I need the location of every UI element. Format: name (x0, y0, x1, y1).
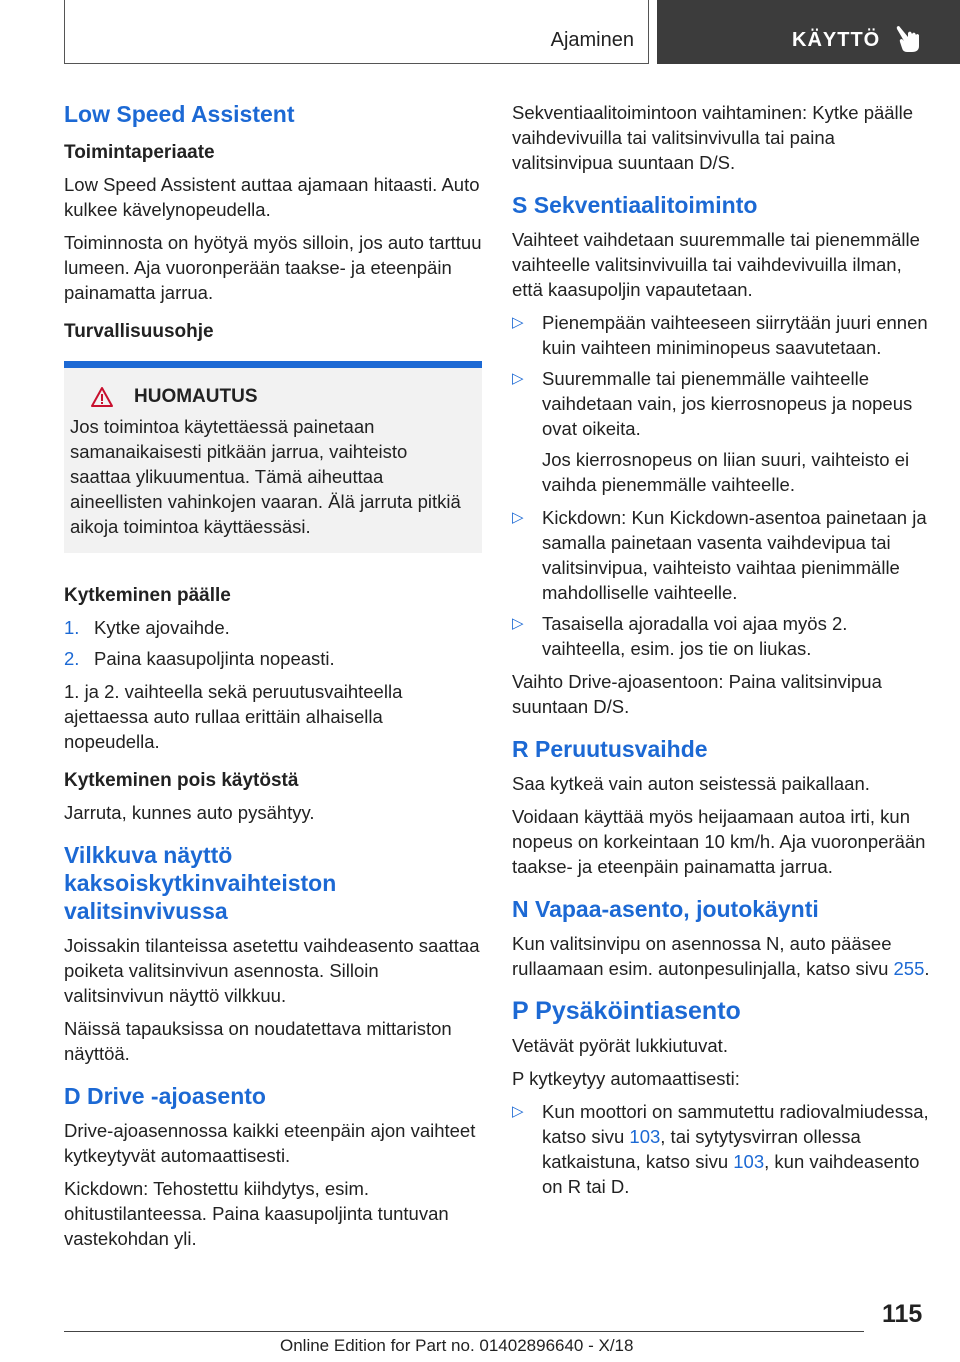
triangle-bullet-icon: ▷ (512, 615, 524, 632)
footer-divider (64, 1331, 864, 1332)
paragraph: Low Speed Assistent auttaa ajamaan hitaasti. Auto kulkee kävelynopeudella. (64, 174, 480, 220)
page-link[interactable]: 255 (893, 958, 925, 979)
left-column (64, 100, 482, 1259)
page-number: 115 (882, 1300, 923, 1328)
page-link[interactable]: 103 (629, 1126, 661, 1147)
section-title: S Sekventiaalitoiminto (512, 192, 758, 218)
warning-notice (64, 361, 482, 553)
triangle-bullet-icon: ▷ (512, 509, 524, 526)
paragraph: Kun valitsinvipu on asennossa N, auto pääsee rullaamaan esim. autonpesulinjalla, katso sivu 255. (512, 933, 930, 979)
triangle-bullet-icon: ▷ (512, 370, 524, 387)
subheading: Turvallisuusohje (64, 321, 214, 342)
list-item: 2. Paina kaasupoljinta nopeasti. (64, 648, 335, 669)
paragraph: Kickdown: Tehostettu kiihdytys, esim. ohitustilanteessa. Paina kaasupoljinta tuntuvan vastekohdan yli. (64, 1178, 449, 1249)
list-item: ▷ Kickdown: Kun Kickdown-asentoa painetaan ja samalla painetaan vasenta vaihdevipua tai valitsinvipua, vaihteisto vaihtaa pienimmälle mahdolliselle vaihteelle. (512, 507, 927, 603)
subheading: Kytkeminen pois käytöstä (64, 770, 299, 791)
triangle-bullet-icon: ▷ (512, 1103, 524, 1120)
paragraph: Vaihteet vaihdetaan suuremmalle tai pienemmälle vaihteelle valitsinvivuilla tai vaihdevivuilla ilman, että kaasupoljin vapautetaan. (512, 229, 920, 300)
bullet-list (512, 310, 930, 661)
paragraph: 1. ja 2. vaihteella sekä peruutusvaihteella ajettaessa auto rullaa erittäin alhaisella nopeudella. (64, 681, 403, 752)
paragraph: Näissä tapauksissa on noudatettava mittariston näyttöä. (64, 1018, 452, 1064)
paragraph: Toiminnosta on hyötyä myös silloin, jos auto tarttuu lumeen. Aja vuoronperään taakse- ja eteenpäin painamatta jarrua. (64, 232, 482, 303)
triangle-bullet-icon: ▷ (512, 314, 524, 331)
list-item: 1. Kytke ajovaihde. (64, 617, 230, 638)
list-item: ▷ Tasaisella ajoradalla voi ajaa myös 2. vaihteella, esim. jos tie on liukas. (512, 613, 848, 659)
right-column (512, 100, 930, 1207)
paragraph: Jarruta, kunnes auto pysähtyy. (64, 802, 315, 823)
paragraph: Voidaan käyttää myös heijaamaan autoa irti, kun nopeus on korkeintaan 10 km/h. Aja vuoronperään taakse- ja eteenpäin painamatta jarrua. (512, 806, 926, 877)
header-section-title: Ajaminen (550, 29, 634, 51)
header-chapter-tab (657, 0, 960, 64)
list-item: ▷ Kun moottori on sammutettu radiovalmiudessa, katso sivu 103, tai sytytysvirran ollessa katkaistuna, katso sivu 103, kun vaihdeasento on R tai D. (512, 1101, 929, 1197)
steps-list (64, 615, 482, 671)
section-title: N Vapaa-asento, joutokäynti (512, 896, 819, 922)
page-link[interactable]: 103 (733, 1151, 765, 1172)
paragraph: Sekventiaalitoimintoon vaihtaminen: Kytke päälle vaihdevivuilla tai valitsinvivulla tai paina valitsinvipua suuntaan D/S. (512, 102, 914, 173)
paragraph: Jos kierrosnopeus on liian suuri, vaihteisto ei vaihda pienemmälle vaihteelle. (542, 449, 910, 495)
paragraph: Vetävät pyörät lukkiutuvat. (512, 1035, 728, 1056)
subheading: Toimintaperiaate (64, 142, 215, 163)
pointing-hand-icon (895, 24, 921, 54)
warning-icon (90, 386, 114, 408)
section-title: R Peruutusvaihde (512, 736, 708, 762)
section-title: P Pysäköintiasento (512, 997, 741, 1025)
subheading: Kytkeminen päälle (64, 585, 231, 606)
paragraph: Joissakin tilanteissa asetettu vaihdeasento saattaa poiketa valitsinvivun asennosta. Silloin valitsinvivun näyttö vilkkuu. (64, 935, 480, 1006)
paragraph: Drive-ajoasennossa kaikki eteenpäin ajon vaihteet kytkeytyvät automaattisesti. (64, 1120, 476, 1166)
notice-text: Jos toimintoa käytettäessä painetaan samanaikaisesti pitkään jarrua, vaihteisto saattaa ylikuumentua. Tämä aiheuttaa aineellisten vahinkojen vaaran. Älä jarruta pitkiä aikoja toimintoa käyttäessäsi. (70, 416, 461, 537)
header-chapter-title: KÄYTTÖ (792, 29, 881, 51)
footer-edition: Online Edition for Part no. 01402896640 - X/18 (280, 1336, 634, 1355)
notice-title: HUOMAUTUS (134, 386, 258, 407)
header-section-box (64, 0, 649, 64)
section-title: D Drive -ajoasento (64, 1083, 266, 1109)
paragraph: P kytkeytyy automaattisesti: (512, 1068, 740, 1089)
list-item: ▷ Pienempään vaihteeseen siirrytään juuri ennen kuin vaihteen miniminopeus saavutetaan. (512, 312, 928, 358)
paragraph: Vaihto Drive-ajoasentoon: Paina valitsinvipua suuntaan D/S. (512, 671, 882, 717)
list-item: ▷ Suuremmalle tai pienemmälle vaihteelle vaihdetaan vain, jos kierrosnopeus ja nopeus ovat oikeita. (512, 368, 913, 439)
bullet-list (512, 1099, 930, 1199)
section-title: Low Speed Assistent (64, 101, 295, 127)
paragraph: Saa kytkeä vain auton seistessä paikallaan. (512, 773, 870, 794)
section-title: Vilkkuva näyttö kaksoiskytkinvaihteiston valitsinvivussa (64, 842, 337, 924)
